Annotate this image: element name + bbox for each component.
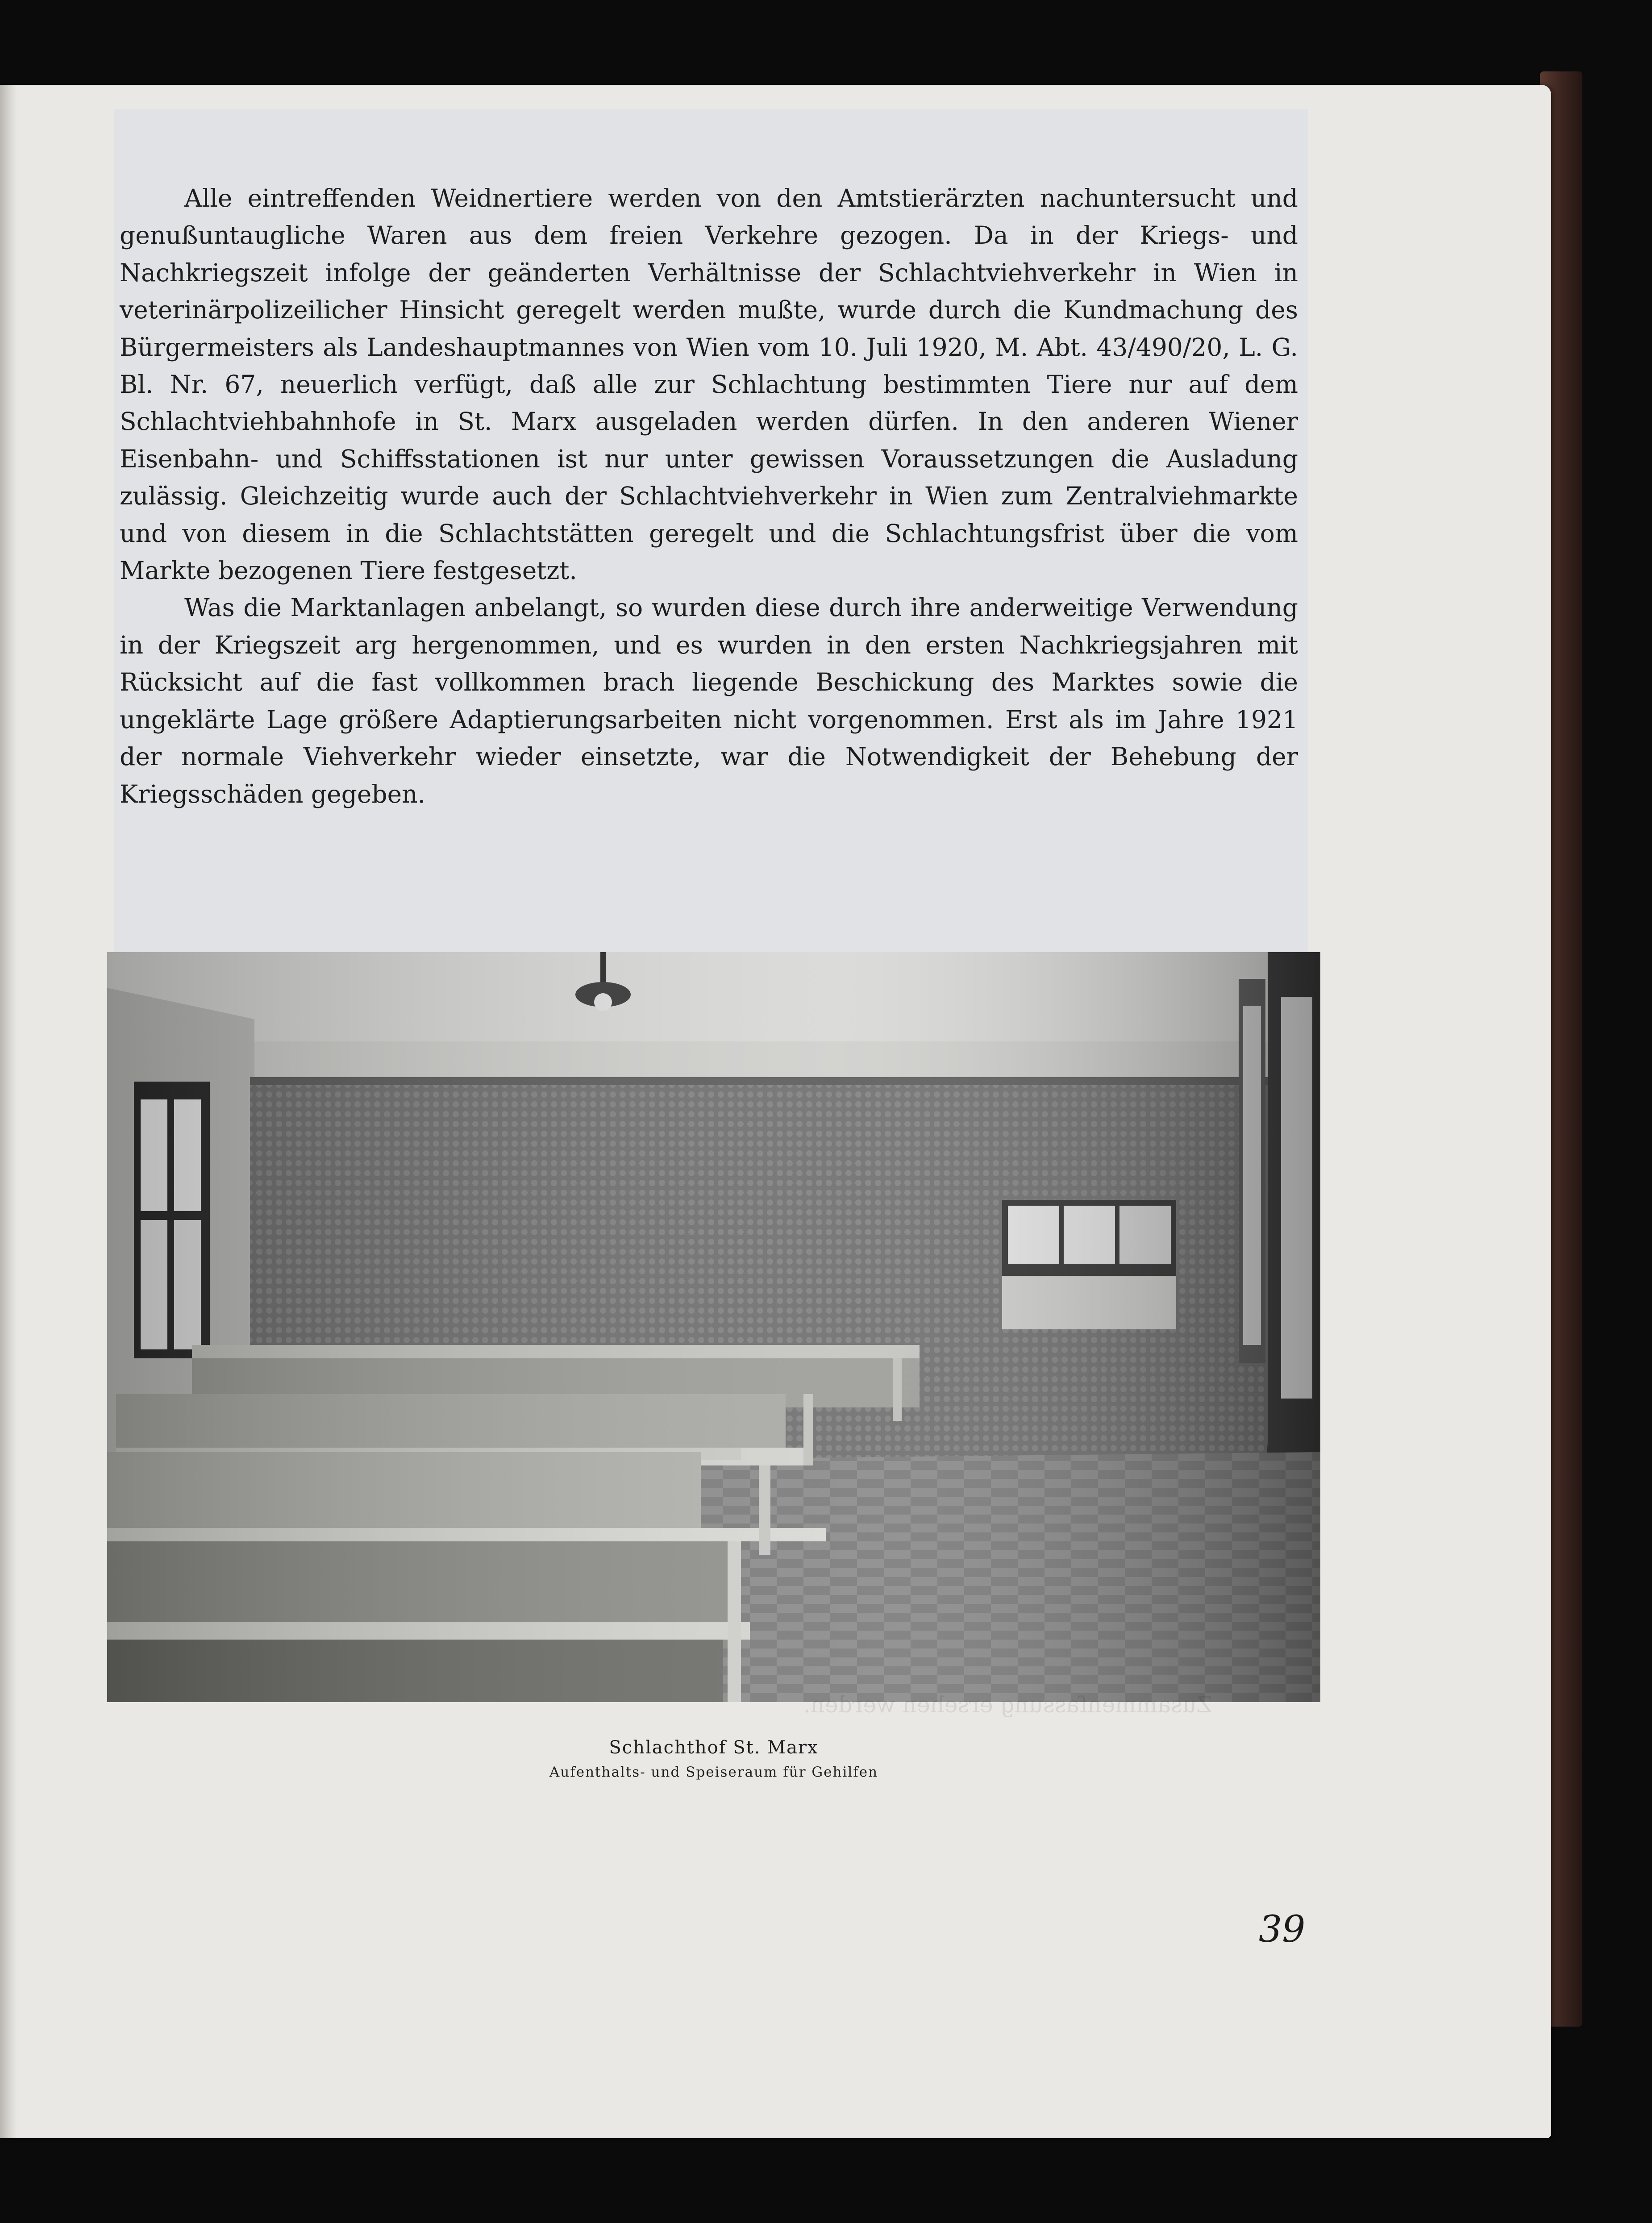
show-through-text: Zusammenfassung ersehen werden. xyxy=(803,1692,1212,1718)
page-number: 39 xyxy=(1259,1908,1306,1951)
body-text xyxy=(120,180,1298,813)
caption-subtitle: Aufenthalts- und Speiseraum für Gehilfen xyxy=(549,1764,878,1780)
paragraph-1: Alle eintreffenden Weidnertiere werden von den Amtstierärzten nachuntersucht und genußuntaugliche Waren aus dem freien Verkehre gezogen. Da in der Kriegs- und Nachkriegszeit infolge der geänderten Verhältnisse der Schlachtviehverkehr in Wien in veterinärpolizeilicher Hinsicht geregelt werden mußte, wurde durch die Kundmachung des Bürgermeisters als Landeshauptmannes von Wien vom 10. Juli 1920, M. Abt. 43/490/20, L. G. Bl. Nr. 67, neuerlich verfügt, daß alle zur Schlachtung bestimmten Tiere nur auf dem Schlachtviehbahnhofe in St. Marx ausgeladen werden dürfen. In den anderen Wiener Eisenbahn- und Schiffsstationen ist nur unter gewissen Voraussetzungen die Ausladung zulässig. Gleichzeitig wurde auch der Schlachtviehverkehr in Wien zum Zentralviehmarkte und von diesem in die Schlachtstätten geregelt und die Schlachtungsfrist über die vom Markte bezogenen Tiere festgesetzt. xyxy=(120,184,1298,585)
caption-title: Schlachthof St. Marx xyxy=(609,1737,819,1758)
photograph-dining-room xyxy=(107,952,1320,1702)
page-gutter-shadow xyxy=(0,85,17,2138)
photo-illustration xyxy=(107,952,1320,1702)
figure-caption xyxy=(107,1734,1320,1783)
paragraph-2: Was die Marktanlagen anbelangt, so wurden diese durch ihre anderweitige Verwendung in der Kriegszeit arg hergenommen, und es wurden in den ersten Nachkriegsjahren mit Rücksicht auf die fast vollkommen brach liegende Beschickung des Marktes sowie die ungeklärte Lage größere Adaptierungsarbeiten nicht vorgenommen. Erst als im Jahre 1921 der normale Viehverkehr wieder einsetzte, war die Notwendigkeit der Behebung der Kriegsschäden gegeben. xyxy=(120,593,1298,808)
